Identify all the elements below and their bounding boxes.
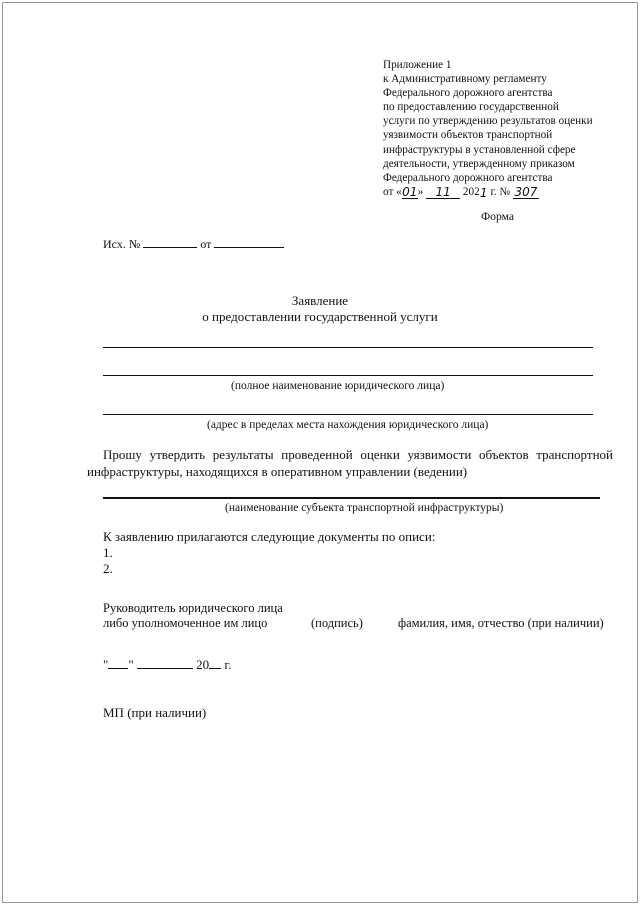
attachments-intro: К заявлению прилагаются следующие документы по описи: — [103, 529, 436, 544]
request-paragraph — [87, 446, 613, 480]
outgoing-date-label: от — [200, 237, 212, 251]
appendix-line: услуги по утверждению результатов оценки — [383, 115, 593, 128]
subject-caption: (наименование субъекта транспортной инфраструктуры) — [225, 502, 504, 514]
stamp-place: МП (при наличии) — [103, 705, 207, 720]
date-year-blank[interactable] — [209, 657, 221, 669]
appendix-block — [383, 58, 593, 199]
document-subtitle: о предоставлении государственной услуги — [202, 309, 438, 324]
handwritten-year-digit: 1 — [479, 185, 488, 200]
appendix-line: по предоставлению государственной — [383, 101, 559, 114]
document-title: Заявление — [291, 293, 349, 308]
date-quote-close: " — [128, 657, 134, 672]
request-word: результаты — [212, 447, 274, 462]
year-tail: г. № — [487, 185, 511, 198]
signatory-line-2: либо уполномоченное им лицо — [103, 616, 268, 630]
appendix-line: Федерального дорожного агентства — [383, 171, 553, 184]
date-prefix: от « — [383, 185, 402, 198]
date-century: 20 — [196, 657, 210, 672]
legal-name-line-1[interactable] — [103, 347, 593, 348]
appendix-line: Приложение 1 — [383, 59, 452, 71]
date-month-blank[interactable] — [137, 657, 193, 669]
request-word: объектов — [479, 447, 529, 462]
appendix-line: к Административному регламенту — [383, 73, 547, 86]
handwritten-order-number: 307 — [514, 184, 538, 199]
outgoing-number-label: Исх. № — [103, 237, 141, 251]
legal-name-line-2[interactable] — [103, 375, 593, 376]
request-word: проведенной — [281, 447, 353, 462]
appendix-line: инфраструктуры в установленной сфере — [383, 143, 576, 156]
subject-line[interactable] — [103, 497, 600, 499]
form-label: Форма — [481, 210, 514, 223]
address-line[interactable] — [103, 414, 593, 415]
quote-close: » — [417, 185, 424, 198]
date-line — [103, 657, 232, 673]
appendix-order-line — [383, 185, 593, 199]
outgoing-date-blank[interactable] — [214, 236, 284, 248]
appendix-line: деятельности, утвержденному приказом — [383, 157, 575, 170]
signature-label: (подпись) — [311, 616, 363, 630]
date-quote-open: " — [103, 657, 109, 672]
outgoing-number-blank[interactable] — [143, 236, 197, 248]
request-line-2: инфраструктуры, находящихся в оперативном управлении (ведении) — [87, 464, 468, 479]
signatory-line-1: Руководитель юридического лица — [103, 601, 283, 615]
attachment-item-1: 1. — [103, 545, 113, 560]
request-word: транспортной — [536, 447, 613, 462]
request-word: утвердить — [149, 447, 206, 462]
address-caption: (адрес в пределах места нахождения юридического лица) — [207, 419, 489, 431]
request-word: Прошу — [103, 447, 142, 462]
date-day-blank[interactable] — [108, 657, 128, 669]
year-prefix: 202 — [462, 185, 480, 198]
outgoing-number-line — [103, 236, 284, 252]
appendix-line: Федерального дорожного агентства — [383, 87, 553, 100]
date-year-suffix: г. — [224, 657, 232, 672]
request-word: оценки — [360, 447, 400, 462]
legal-name-caption: (полное наименование юридического лица) — [231, 380, 445, 392]
request-word: уязвимости — [407, 447, 472, 462]
handwritten-month: 11 — [426, 186, 460, 199]
request-line-1 — [103, 446, 613, 463]
attachment-item-2: 2. — [103, 561, 113, 576]
full-name-label: фамилия, имя, отчество (при наличии) — [398, 616, 604, 630]
handwritten-day: 01 — [402, 184, 418, 199]
appendix-line: уязвимости объектов транспортной — [383, 129, 553, 142]
